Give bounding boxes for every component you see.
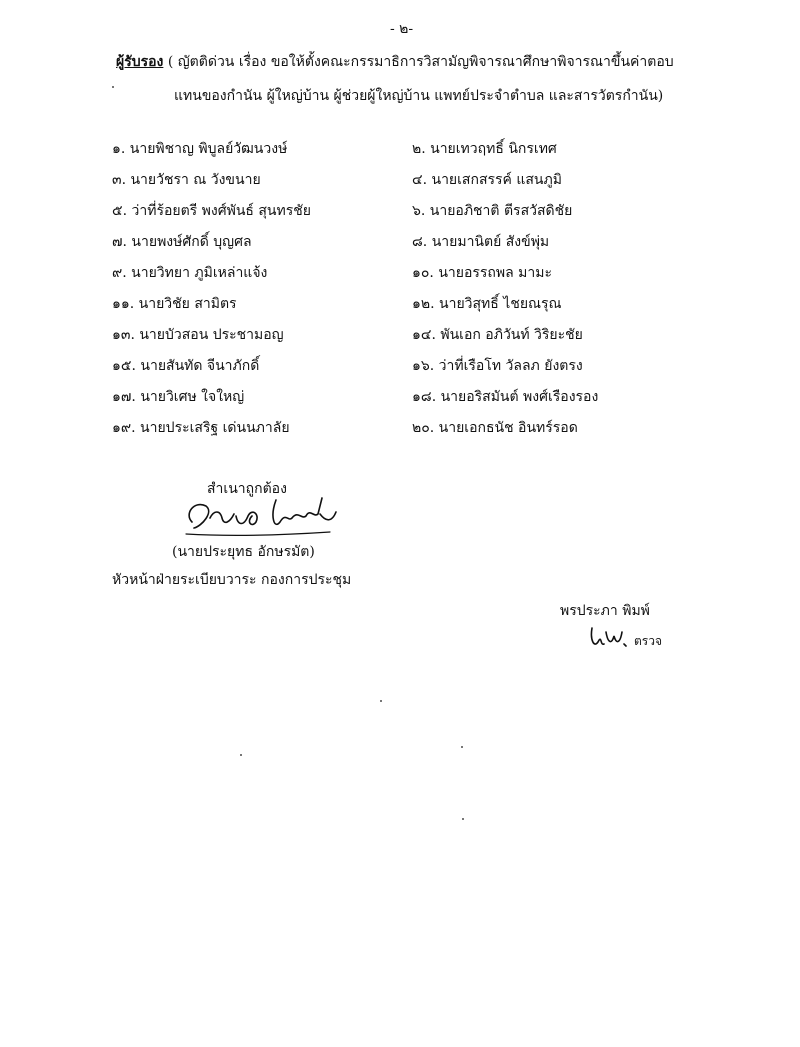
certified-copy-label: สำเนาถูกต้อง <box>207 481 287 497</box>
handwritten-signature <box>180 492 350 542</box>
scan-speck <box>380 700 382 702</box>
checked-label: ตรวจ <box>634 634 663 648</box>
signatory-name: ๑๒. นายวิสุทธิ์ ไชยณรุณ <box>412 296 562 312</box>
signatory-name: ๑๖. ว่าที่เรือโท วัลลภ ยังตรง <box>412 358 583 374</box>
scan-speck <box>461 746 463 748</box>
signatory-name: ๓. นายวัชรา ณ วังขนาย <box>112 172 261 188</box>
scan-speck <box>462 818 464 820</box>
signatory-name: ๑๐. นายอรรถพล มามะ <box>412 265 552 281</box>
signatory-name: ๑๕. นายสันทัด จีนาภักดิ์ <box>112 358 260 374</box>
signatory-name: ๑๙. นายประเสริฐ เด่นนภาลัย <box>112 420 290 436</box>
signatory-list <box>0 138 800 448</box>
signatory-name: ๑๘. นายอริสมันต์ พงศ์เรืองรอง <box>412 389 599 405</box>
signer-name: (นายประยุทธ อักษรมัต) <box>172 544 315 560</box>
signatory-name: ๕. ว่าที่ร้อยตรี พงศ์พันธ์ สุนทรชัย <box>112 203 311 219</box>
typist-name: พรประภา พิมพ์ <box>560 603 650 619</box>
scan-speck <box>240 754 242 756</box>
signatory-row <box>0 324 800 355</box>
signatory-row <box>0 200 800 231</box>
signatory-row <box>0 262 800 293</box>
signatory-row <box>0 293 800 324</box>
signatory-name: ๗. นายพงษ์ศักดิ์ บุญศล <box>112 234 252 250</box>
signatory-name: ๒. นายเทวฤทธิ์ นิกรเทศ <box>412 141 557 157</box>
signatory-row <box>0 231 800 262</box>
signatory-name: ๑. นายพิชาญ พิบูลย์วัฒนวงษ์ <box>112 141 288 157</box>
checker-initials <box>588 622 630 652</box>
signatory-row <box>0 169 800 200</box>
signatory-name: ๑๔. พันเอก อภิวันท์ วิริยะชัย <box>412 327 583 343</box>
signatories-label: ผู้รับรอง <box>116 54 164 70</box>
motion-title-part-1: ( ญัตติด่วน เรื่อง ขอให้ตั้งคณะกรรมาธิการวิสามัญพิจารณาศึกษาพิจารณาขึ้นค่าตอบ <box>163 54 674 70</box>
signatory-row <box>0 417 800 448</box>
signatory-name: ๘. นายมานิตย์ สังข์พุ่ม <box>412 234 550 250</box>
signatory-row <box>0 138 800 169</box>
signatory-name: ๖. นายอภิชาติ ตีรสวัสดิชัย <box>412 203 573 219</box>
signatory-name: ๒๐. นายเอกธนัช อินทร์รอด <box>412 420 578 436</box>
signatory-name: ๑๓. นายบัวสอน ประชามอญ <box>112 327 284 343</box>
signatory-name: ๔. นายเสกสรรค์ แสนภูมิ <box>412 172 562 188</box>
heading-line-1 <box>116 45 716 79</box>
signatory-name: ๑๑. นายวิชัย สามิตร <box>112 296 237 312</box>
signatory-name: ๙. นายวิทยา ภูมิเหล่าแจ้ง <box>112 265 268 281</box>
scan-speck <box>112 86 114 88</box>
signatory-name: ๑๗. นายวิเศษ ใจใหญ่ <box>112 389 245 405</box>
document-heading <box>116 45 716 113</box>
page-number: - ๒- <box>390 21 414 37</box>
signatory-row <box>0 386 800 417</box>
signatory-row <box>0 355 800 386</box>
motion-title-part-2: แทนของกำนัน ผู้ใหญ่บ้าน ผู้ช่วยผู้ใหญ่บ้าน แพทย์ประจำตำบล และสารวัตรกำนัน) <box>174 88 664 104</box>
signer-position: หัวหน้าฝ่ายระเบียบวาระ กองการประชุม <box>112 572 352 588</box>
